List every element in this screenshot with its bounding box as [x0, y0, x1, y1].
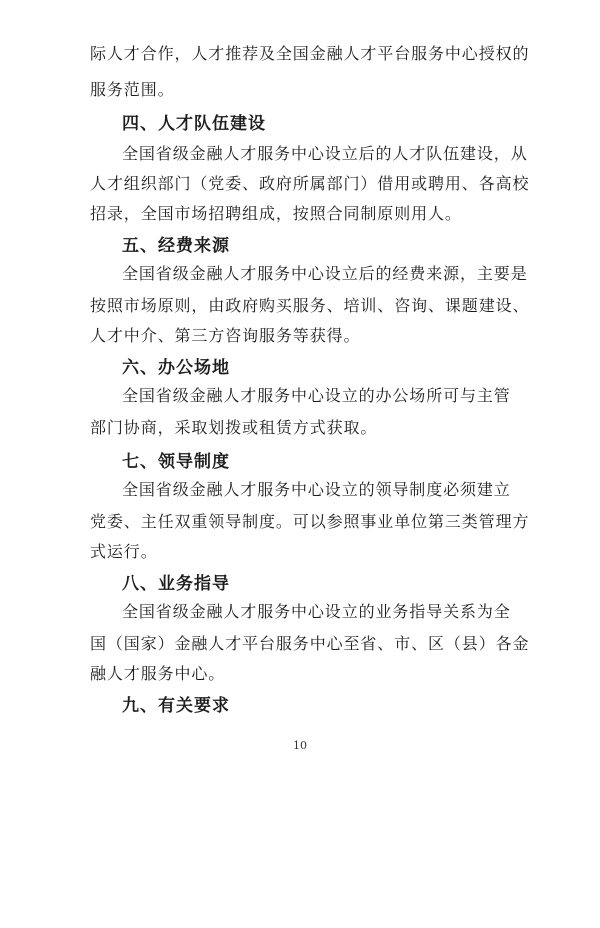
section-heading-8: 八、业务指导 — [122, 574, 230, 594]
paragraph-line: 际人才合作，人才推荐及全国金融人才平台服务中心授权的 — [90, 44, 530, 63]
paragraph-line: 全国省级金融人才服务中心设立后的人才队伍建设，从 — [122, 144, 528, 163]
paragraph-line: 党委、主任双重领导制度。可以参照事业单位第三类管理方 — [90, 512, 530, 531]
paragraph-line: 全国省级金融人才服务中心设立的业务指导关系为全 — [122, 602, 511, 621]
paragraph-line: 部门协商，采取划拨或租赁方式获取。 — [90, 418, 378, 437]
section-heading-7: 七、领导制度 — [122, 452, 230, 472]
paragraph-line: 按照市场原则，由政府购买服务、培训、咨询、课题建设、 — [90, 296, 530, 315]
section-heading-4: 四、人才队伍建设 — [122, 114, 266, 134]
paragraph-line: 国（国家）金融人才平台服务中心至省、市、区（县）各金 — [90, 634, 530, 653]
section-heading-6: 六、办公场地 — [122, 358, 230, 378]
paragraph-line: 服务范围。 — [90, 80, 175, 99]
paragraph-line: 全国省级金融人才服务中心设立的办公场所可与主管 — [122, 386, 511, 405]
paragraph-line: 融人才服务中心。 — [90, 664, 226, 683]
page-number: 10 — [293, 739, 307, 752]
paragraph-line: 人才中介、第三方咨询服务等获得。 — [90, 326, 361, 345]
paragraph-line: 全国省级金融人才服务中心设立后的经费来源，主要是 — [122, 264, 528, 283]
paragraph-line: 全国省级金融人才服务中心设立的领导制度必须建立 — [122, 480, 511, 499]
paragraph-line: 人才组织部门（党委、政府所属部门）借用或聘用、各高校 — [90, 174, 530, 193]
paragraph-line: 式运行。 — [90, 542, 158, 561]
section-heading-9: 九、有关要求 — [122, 696, 230, 716]
paragraph-line: 招录，全国市场招聘组成，按照合同制原则用人。 — [90, 204, 462, 223]
section-heading-5: 五、经费来源 — [122, 236, 230, 256]
